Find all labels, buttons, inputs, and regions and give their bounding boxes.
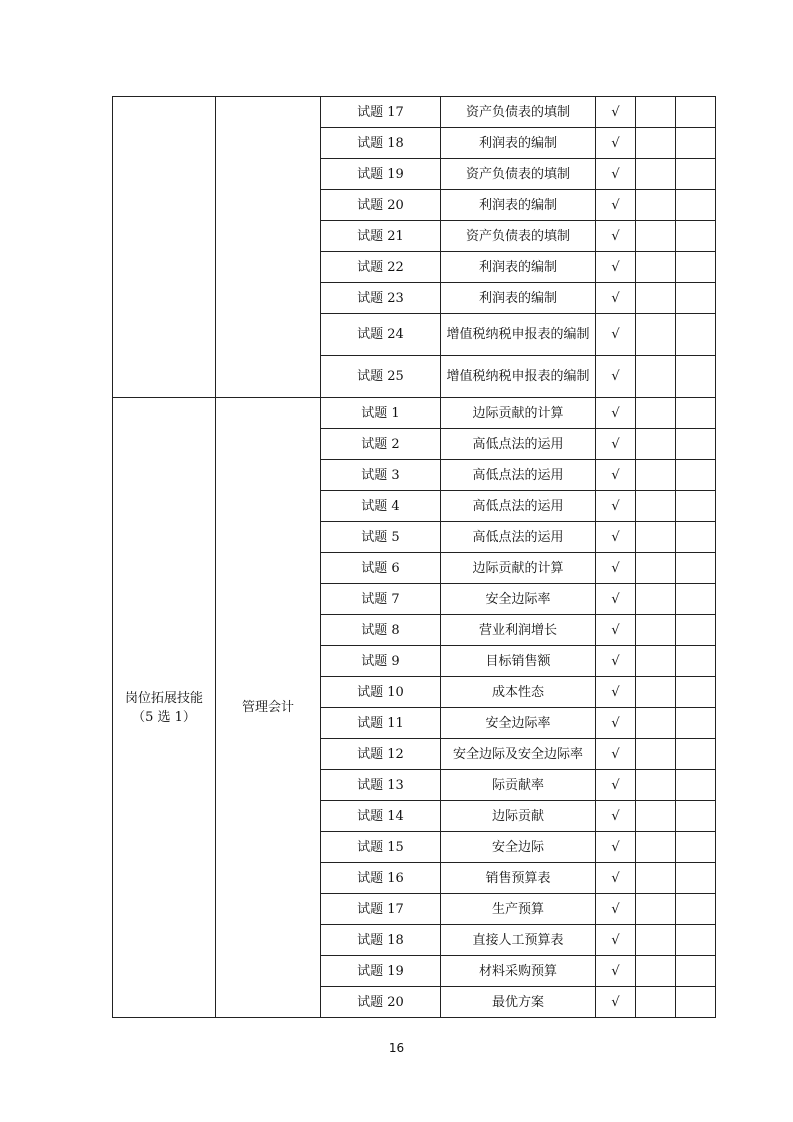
empty-cell — [676, 398, 716, 429]
content-cell: 生产预算 — [441, 894, 596, 925]
empty-cell — [636, 553, 676, 584]
content-cell: 边际贡献 — [441, 801, 596, 832]
empty-cell — [636, 801, 676, 832]
item-cell: 试题 8 — [321, 615, 441, 646]
empty-cell — [676, 128, 716, 159]
empty-cell — [676, 801, 716, 832]
item-cell: 试题 18 — [321, 128, 441, 159]
empty-cell — [636, 708, 676, 739]
empty-cell — [676, 159, 716, 190]
check-mark-cell: √ — [596, 252, 636, 283]
empty-cell — [636, 429, 676, 460]
module-cell — [113, 97, 216, 398]
item-cell: 试题 1 — [321, 398, 441, 429]
empty-cell — [636, 314, 676, 356]
content-cell: 边际贡献的计算 — [441, 398, 596, 429]
content-cell: 销售预算表 — [441, 863, 596, 894]
check-mark-cell: √ — [596, 159, 636, 190]
content-cell: 高低点法的运用 — [441, 522, 596, 553]
content-cell: 资产负债表的填制 — [441, 159, 596, 190]
submodule-cell: 管理会计 — [216, 398, 321, 1018]
empty-cell — [676, 356, 716, 398]
check-mark-cell: √ — [596, 283, 636, 314]
empty-cell — [676, 677, 716, 708]
content-cell: 成本性态 — [441, 677, 596, 708]
check-mark-cell: √ — [596, 770, 636, 801]
check-mark-cell: √ — [596, 739, 636, 770]
content-cell: 目标销售额 — [441, 646, 596, 677]
check-mark-cell: √ — [596, 584, 636, 615]
content-cell: 际贡献率 — [441, 770, 596, 801]
item-cell: 试题 17 — [321, 894, 441, 925]
empty-cell — [676, 221, 716, 252]
content-cell: 高低点法的运用 — [441, 460, 596, 491]
empty-cell — [676, 283, 716, 314]
empty-cell — [636, 398, 676, 429]
item-cell: 试题 22 — [321, 252, 441, 283]
empty-cell — [636, 677, 676, 708]
check-mark-cell: √ — [596, 128, 636, 159]
check-mark-cell: √ — [596, 863, 636, 894]
empty-cell — [636, 584, 676, 615]
empty-cell — [676, 956, 716, 987]
item-cell: 试题 5 — [321, 522, 441, 553]
empty-cell — [636, 925, 676, 956]
content-cell: 直接人工预算表 — [441, 925, 596, 956]
empty-cell — [676, 429, 716, 460]
empty-cell — [676, 615, 716, 646]
empty-cell — [676, 646, 716, 677]
item-cell: 试题 10 — [321, 677, 441, 708]
check-mark-cell: √ — [596, 615, 636, 646]
item-cell: 试题 17 — [321, 97, 441, 128]
empty-cell — [636, 283, 676, 314]
content-cell: 安全边际及安全边际率 — [441, 739, 596, 770]
item-cell: 试题 4 — [321, 491, 441, 522]
check-mark-cell: √ — [596, 491, 636, 522]
content-cell: 利润表的编制 — [441, 128, 596, 159]
check-mark-cell: √ — [596, 314, 636, 356]
check-mark-cell: √ — [596, 221, 636, 252]
empty-cell — [676, 584, 716, 615]
empty-cell — [636, 956, 676, 987]
content-cell: 增值税纳税申报表的编制 — [441, 356, 596, 398]
item-cell: 试题 25 — [321, 356, 441, 398]
empty-cell — [636, 615, 676, 646]
empty-cell — [636, 128, 676, 159]
item-cell: 试题 19 — [321, 159, 441, 190]
empty-cell — [636, 252, 676, 283]
content-cell: 资产负债表的填制 — [441, 97, 596, 128]
empty-cell — [636, 522, 676, 553]
empty-cell — [676, 460, 716, 491]
check-mark-cell: √ — [596, 801, 636, 832]
check-mark-cell: √ — [596, 708, 636, 739]
content-cell: 资产负债表的填制 — [441, 221, 596, 252]
check-mark-cell: √ — [596, 356, 636, 398]
empty-cell — [676, 252, 716, 283]
content-cell: 利润表的编制 — [441, 283, 596, 314]
check-mark-cell: √ — [596, 956, 636, 987]
item-cell: 试题 20 — [321, 987, 441, 1018]
empty-cell — [636, 863, 676, 894]
item-cell: 试题 21 — [321, 221, 441, 252]
table-body — [113, 97, 716, 1018]
exam-items-table — [112, 96, 716, 1018]
empty-cell — [636, 97, 676, 128]
item-cell: 试题 7 — [321, 584, 441, 615]
empty-cell — [676, 739, 716, 770]
check-mark-cell: √ — [596, 522, 636, 553]
item-cell: 试题 24 — [321, 314, 441, 356]
empty-cell — [636, 221, 676, 252]
empty-cell — [636, 460, 676, 491]
item-cell: 试题 6 — [321, 553, 441, 584]
empty-cell — [636, 832, 676, 863]
check-mark-cell: √ — [596, 190, 636, 221]
check-mark-cell: √ — [596, 97, 636, 128]
check-mark-cell: √ — [596, 832, 636, 863]
check-mark-cell: √ — [596, 398, 636, 429]
submodule-cell — [216, 97, 321, 398]
empty-cell — [676, 522, 716, 553]
empty-cell — [636, 987, 676, 1018]
content-cell: 利润表的编制 — [441, 190, 596, 221]
content-cell: 高低点法的运用 — [441, 491, 596, 522]
check-mark-cell: √ — [596, 553, 636, 584]
check-mark-cell: √ — [596, 646, 636, 677]
item-cell: 试题 3 — [321, 460, 441, 491]
empty-cell — [636, 770, 676, 801]
empty-cell — [636, 159, 676, 190]
content-cell: 最优方案 — [441, 987, 596, 1018]
empty-cell — [676, 97, 716, 128]
empty-cell — [676, 987, 716, 1018]
check-mark-cell: √ — [596, 925, 636, 956]
check-mark-cell: √ — [596, 894, 636, 925]
page-number: 16 — [388, 1041, 405, 1055]
item-cell: 试题 16 — [321, 863, 441, 894]
item-cell: 试题 12 — [321, 739, 441, 770]
empty-cell — [676, 832, 716, 863]
content-cell: 营业利润增长 — [441, 615, 596, 646]
content-cell: 增值税纳税申报表的编制 — [441, 314, 596, 356]
empty-cell — [636, 190, 676, 221]
empty-cell — [676, 925, 716, 956]
content-cell: 利润表的编制 — [441, 252, 596, 283]
empty-cell — [636, 739, 676, 770]
check-mark-cell: √ — [596, 460, 636, 491]
content-cell: 安全边际率 — [441, 584, 596, 615]
empty-cell — [676, 894, 716, 925]
table-row — [113, 97, 716, 128]
empty-cell — [636, 894, 676, 925]
empty-cell — [676, 491, 716, 522]
empty-cell — [676, 314, 716, 356]
content-cell: 安全边际率 — [441, 708, 596, 739]
empty-cell — [676, 553, 716, 584]
empty-cell — [636, 491, 676, 522]
content-cell: 边际贡献的计算 — [441, 553, 596, 584]
empty-cell — [676, 708, 716, 739]
item-cell: 试题 20 — [321, 190, 441, 221]
item-cell: 试题 15 — [321, 832, 441, 863]
table-row — [113, 398, 716, 429]
item-cell: 试题 11 — [321, 708, 441, 739]
module-cell: 岗位拓展技能 （5 选 1） — [113, 398, 216, 1018]
item-cell: 试题 23 — [321, 283, 441, 314]
empty-cell — [676, 190, 716, 221]
check-mark-cell: √ — [596, 429, 636, 460]
check-mark-cell: √ — [596, 987, 636, 1018]
item-cell: 试题 9 — [321, 646, 441, 677]
item-cell: 试题 19 — [321, 956, 441, 987]
item-cell: 试题 13 — [321, 770, 441, 801]
item-cell: 试题 18 — [321, 925, 441, 956]
check-mark-cell: √ — [596, 677, 636, 708]
empty-cell — [636, 356, 676, 398]
item-cell: 试题 14 — [321, 801, 441, 832]
content-cell: 安全边际 — [441, 832, 596, 863]
empty-cell — [676, 863, 716, 894]
content-cell: 材料采购预算 — [441, 956, 596, 987]
empty-cell — [636, 646, 676, 677]
item-cell: 试题 2 — [321, 429, 441, 460]
content-cell: 高低点法的运用 — [441, 429, 596, 460]
empty-cell — [676, 770, 716, 801]
